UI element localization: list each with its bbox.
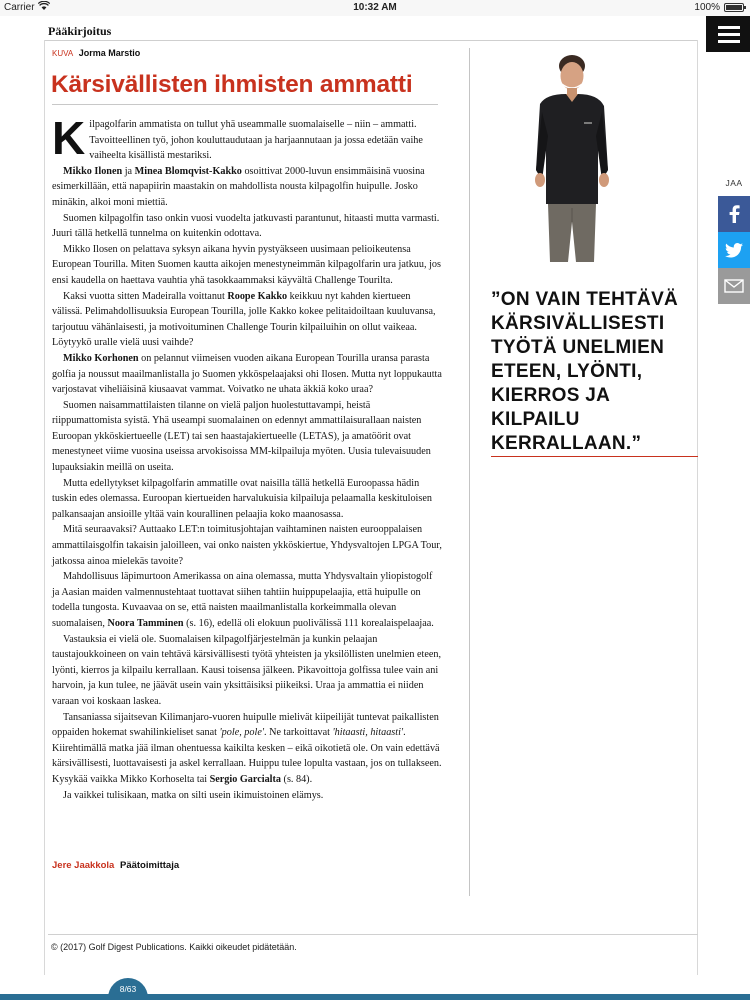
clock: 10:32 AM	[353, 2, 397, 13]
share-label: JAA	[725, 178, 743, 188]
pull-quote-divider	[491, 456, 698, 457]
drop-cap: K	[52, 112, 86, 164]
credit-name: Jorma Marstio	[78, 48, 141, 58]
copyright-notice: © (2017) Golf Digest Publications. Kaikki oikeudet pidätetään.	[51, 942, 297, 952]
footer-divider	[48, 934, 698, 935]
share-facebook-button[interactable]	[718, 196, 750, 232]
paragraph: Tansaniassa sijaitsevan Kilimanjaro-vuoren huipulle mielivät kiipeilijät tuntevat paikallisten oppaiden hokemat swahilinkieliset sanat 'pole, pole'. Ne tarkoittavat 'hitaasti, hitaasti'. Kiirehtimällä matka jää ilman ohentuessa kaikilta kesken – eikä oikotietä ole. On vain edettävä kärsivällisesti, luottavaisesti ja askel kerrallaan. Huippu tulee lopulta vastaan, jos on tullakseen. Kysykää vaikka Mikko Korhoselta tai Sergio Garcialta (s. 84).	[52, 711, 442, 785]
paragraph: Mutta edellytykset kilpagolfarin ammatille ovat naisilla tällä hetkellä Euroopassa hädin tuskin edes olemassa. Euroopan kiertueiden harvalukuisia kilpailuja pelaamalla keskituloisen palkansaajan ansioille yltää vain kourallinen pelaajia koko maanosassa.	[52, 477, 432, 520]
paragraph: Mahdollisuus läpimurtoon Amerikassa on aina olemassa, mutta Yhdysvaltain yliopistogolf ja Aasian maiden valmennustehtaat tuottavat siihen tahtiin huippupelaajia, että huipulle on todella tungosta. Kuvaavaa on se, että naisten maailmanlistalla korkeimmalla olevan suomalaisen, Noora Tamminen (s. 16), edellä oli elokuun puolivälissä 111 korealaispelaajaa.	[52, 571, 434, 629]
author-role: Päätoimittaja	[119, 860, 180, 871]
article-headline: Kärsivällisten ihmisten ammatti	[51, 71, 413, 98]
article-body	[52, 112, 442, 803]
page-indicator[interactable]: 8/63	[108, 978, 148, 1000]
share-twitter-button[interactable]	[718, 232, 750, 268]
credit-label: KUVA	[52, 49, 74, 58]
paragraph: Mikko Ilosen on pelattava syksyn aikana hyvin pystyäkseen uusimaan pelioikeutensa European Tourilla. Miten Suomen kautta aikojen menestyneimmän kilpagolfarin ura jatkuu, jos ensi kaudella on haettava vauhtia yhä tasokkaammaksi käyvältä Challenge Tourilta.	[52, 243, 441, 286]
battery-icon	[724, 3, 744, 12]
twitter-icon	[725, 243, 743, 258]
paragraph: Kilpagolfarin ammatista on tullut yhä useammalle suomalaiselle – niin – ammatti. Tavoitteellinen työ, johon kouluttaudutaan ja harjaannutaan ja jossa edetään vaihe vaiheelta kisällistä mestariksi.	[52, 112, 423, 164]
hamburger-icon	[718, 26, 740, 29]
carrier-label: Carrier	[4, 2, 35, 13]
section-label: Pääkirjoitus	[48, 24, 112, 38]
paragraph: Mikko Ilonen ja Minea Blomqvist-Kakko osoittivat 2000-luvun ensimmäisinä vuosina esimerkillään, että napapiirin maastakin on mahdollista nousta kilpagolfin huipulle. Josko minäkin, alkoi moni miettiä.	[52, 165, 425, 208]
battery-percent: 100%	[694, 2, 720, 13]
paragraph: Ja vaikkei tulisikaan, matka on silti usein ikimuistoinen elämys.	[63, 789, 324, 801]
editor-photo	[516, 52, 624, 270]
menu-button[interactable]	[706, 16, 750, 52]
paragraph: Mikko Korhonen on pelannut viimeisen vuoden aikana European Tourilla uransa parasta golfia ja noussut maailmanlistalla jo Suomen ykköspelaajaksi ohi Ilosen. Mutta nyt loppukautta varjostavat viheliäisinä kiusaavat vammat. Voivatko ne uhata äkkiä koko uraa?	[52, 352, 442, 396]
page-frame	[44, 40, 698, 41]
facebook-icon	[728, 205, 740, 223]
column-divider	[469, 48, 470, 896]
share-email-button[interactable]	[718, 268, 750, 304]
paragraph: Vastauksia ei vielä ole. Suomalaisen kilpagolfjärjestelmän ja kunkin pelaajan taustajoukkoineen on vain tehtävä kärsivällisesti työtä yhteisten ja yksilöllisten unelmien eteen, lyönti, kierros ja kilpailu kerrallaan. Kausi toisensa jälkeen. Pikavoittoja golfissa tulee vain ani harvoin, ja kun tulee, ne jäävät usein vain yksittäisiksi piikeiksi. Uraa ja ammattia ei niiden varaan voi koskaan laskea.	[52, 633, 442, 707]
paragraph: Suomen kilpagolfin taso onkin vuosi vuodelta jatkuvasti parantunut, hitaasti mutta varmasti. Juuri tällä hetkellä tunnelma on kuitenkin odottava.	[52, 212, 440, 240]
paragraph: Mitä seuraavaksi? Auttaako LET:n toimitusjohtajan vaihtaminen naisten eurooppalaisen ammattilaisgolfin takaisin jaloilleen, vai onko naisten ykköskiertue, Yhdysvaltojen LPGA Tour, jatkossa ainoa mielekäs tavoite?	[52, 524, 442, 567]
author-name: Jere Jaakkola	[52, 860, 115, 871]
paragraph: Kaksi vuotta sitten Madeiralla voittanut Roope Kakko keikkuu nyt kahden kiertueen välissä. Pelimahdollisuuksia European Tourilla, jolle Kakko kokee pelitaidoiltaan kuuluvansa, tarjoutuu vähänlaisesti, ja motivoituminen Challenge Tourin kilpailuihin on ollut vaikeaa. Löytyykö uralle vielä uusi vaihde?	[52, 290, 436, 349]
pull-quote: ”ON VAIN TEHTÄVÄ KÄRSIVÄLLISESTI TYÖTÄ UNELMIEN ETEEN, LYÖNTI, KIERROS JA KILPAILU KERRALLAAN.”	[491, 289, 679, 454]
paragraph: Suomen naisammattilaisten tilanne on vielä paljon huolestuttavampi, heistä riippumattomista syistä. Yhä useampi suomalainen on edennyt ammattilaisurallaan naisten Euroopan ykköskiertueelle (LET) tai sen haastajakiertueelle (LETAS), ja amatöörit ovat menestyneet viime vuosina useissa arvokisoissa MM-kilpailuja myöten. Uusia tulevaisuuden lupauksiakin meillä on useita.	[52, 399, 431, 474]
headline-divider	[52, 104, 438, 105]
mail-icon	[724, 279, 744, 293]
author-signature	[52, 860, 179, 871]
photo-credit	[52, 48, 140, 58]
status-bar	[0, 0, 750, 16]
